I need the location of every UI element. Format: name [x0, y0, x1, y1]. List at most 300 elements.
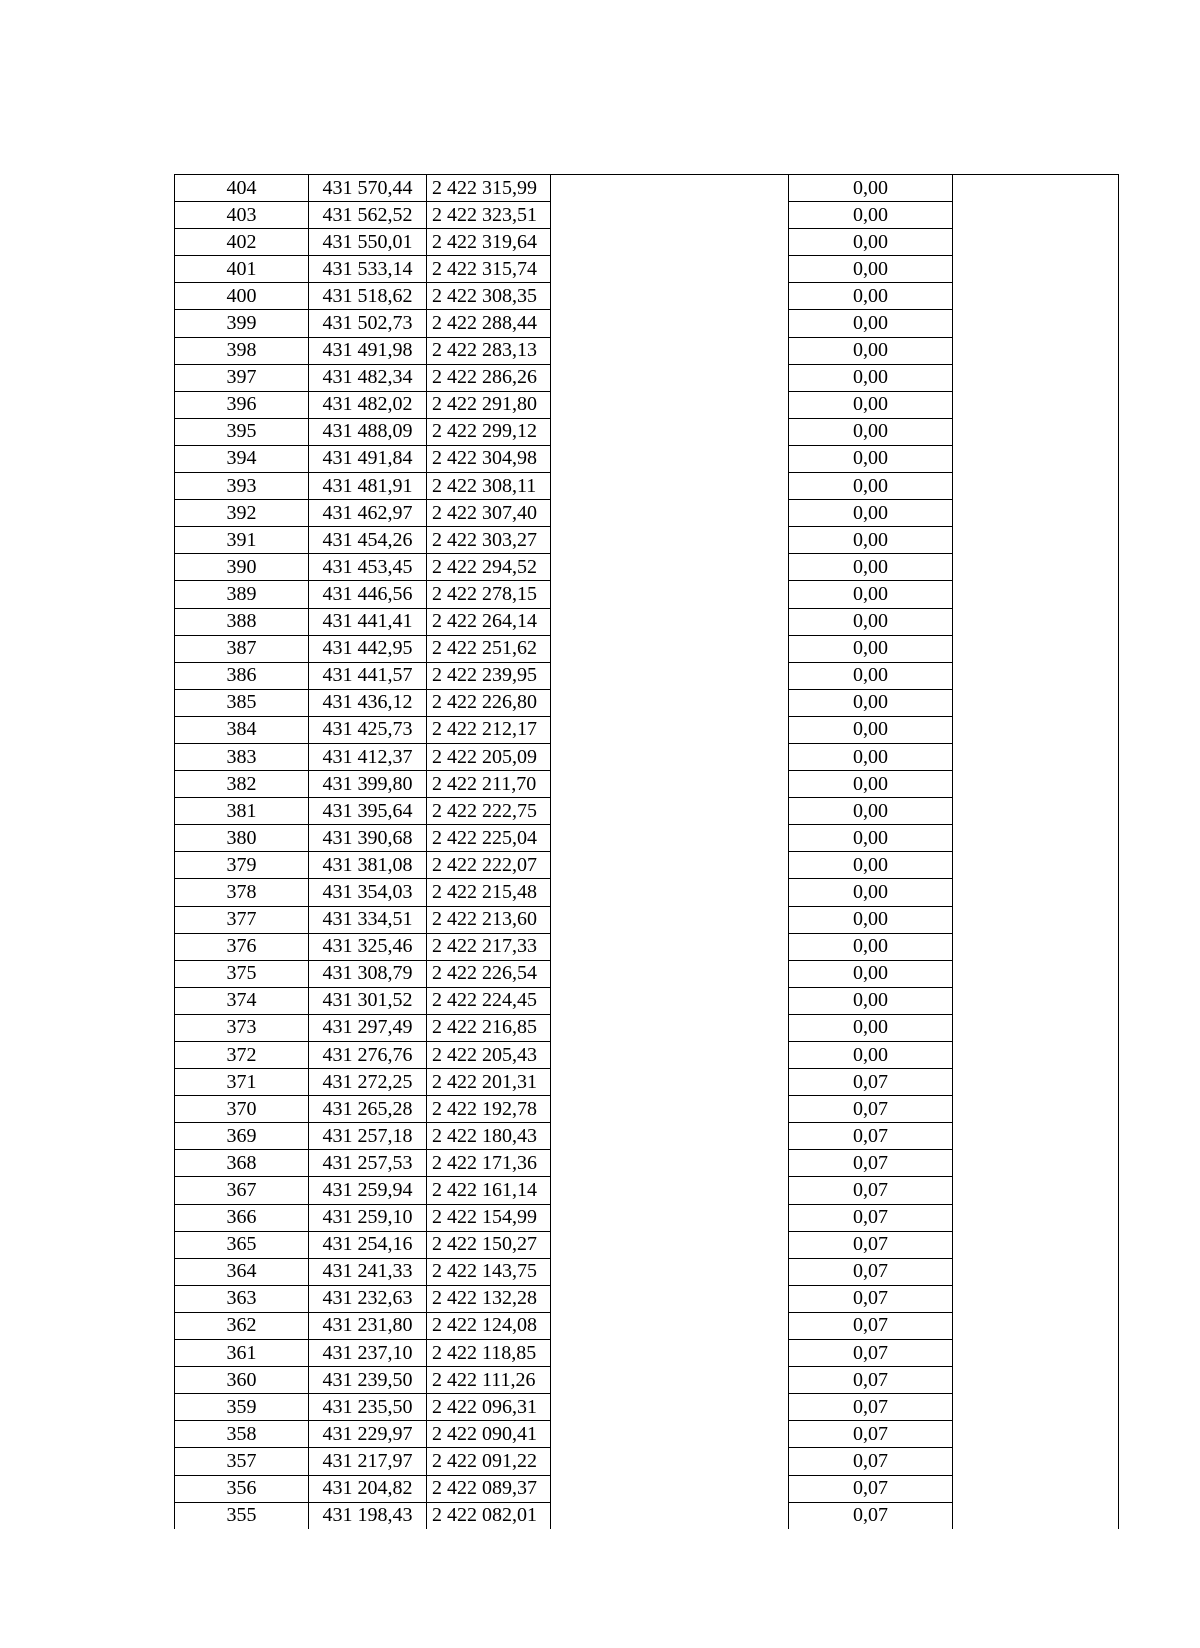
y-coordinate-cell: 2 422 205,09: [427, 743, 551, 770]
empty-cell: [551, 1123, 789, 1150]
point-number-cell: 360: [175, 1367, 309, 1394]
point-number-cell: 402: [175, 229, 309, 256]
empty-cell: [551, 1421, 789, 1448]
x-coordinate-cell: 431 204,82: [309, 1475, 427, 1502]
empty-cell: [953, 391, 1119, 418]
table-row: [175, 1475, 1119, 1502]
point-number-cell: 404: [175, 175, 309, 202]
y-coordinate-cell: 2 422 111,26: [427, 1367, 551, 1394]
value-cell: 0,00: [789, 743, 953, 770]
empty-cell: [551, 175, 789, 202]
coordinates-table-body: [175, 175, 1119, 1529]
x-coordinate-cell: 431 308,79: [309, 960, 427, 987]
point-number-cell: 369: [175, 1123, 309, 1150]
y-coordinate-cell: 2 422 216,85: [427, 1014, 551, 1041]
table-row: [175, 987, 1119, 1014]
value-cell: 0,00: [789, 310, 953, 337]
x-coordinate-cell: 431 482,34: [309, 364, 427, 391]
y-coordinate-cell: 2 422 089,37: [427, 1475, 551, 1502]
point-number-cell: 387: [175, 635, 309, 662]
point-number-cell: 403: [175, 202, 309, 229]
empty-cell: [953, 635, 1119, 662]
empty-cell: [551, 202, 789, 229]
y-coordinate-cell: 2 422 224,45: [427, 987, 551, 1014]
empty-cell: [953, 1340, 1119, 1367]
coordinates-table: [174, 174, 1119, 1529]
empty-cell: [953, 906, 1119, 933]
empty-cell: [551, 1394, 789, 1421]
value-cell: 0,00: [789, 337, 953, 364]
y-coordinate-cell: 2 422 239,95: [427, 662, 551, 689]
empty-cell: [953, 1069, 1119, 1096]
point-number-cell: 376: [175, 933, 309, 960]
empty-cell: [953, 798, 1119, 825]
x-coordinate-cell: 431 491,98: [309, 337, 427, 364]
x-coordinate-cell: 431 297,49: [309, 1014, 427, 1041]
table-row: [175, 1340, 1119, 1367]
table-row: [175, 473, 1119, 500]
empty-cell: [551, 1285, 789, 1312]
table-row: [175, 527, 1119, 554]
empty-cell: [551, 581, 789, 608]
x-coordinate-cell: 431 241,33: [309, 1258, 427, 1285]
value-cell: 0,00: [789, 960, 953, 987]
empty-cell: [953, 337, 1119, 364]
empty-cell: [551, 418, 789, 445]
y-coordinate-cell: 2 422 213,60: [427, 906, 551, 933]
y-coordinate-cell: 2 422 278,15: [427, 581, 551, 608]
empty-cell: [953, 581, 1119, 608]
value-cell: 0,00: [789, 825, 953, 852]
x-coordinate-cell: 431 239,50: [309, 1367, 427, 1394]
empty-cell: [953, 175, 1119, 202]
table-row: [175, 337, 1119, 364]
empty-cell: [953, 1150, 1119, 1177]
empty-cell: [551, 1231, 789, 1258]
point-number-cell: 382: [175, 771, 309, 798]
x-coordinate-cell: 431 257,53: [309, 1150, 427, 1177]
table-row: [175, 798, 1119, 825]
x-coordinate-cell: 431 272,25: [309, 1069, 427, 1096]
empty-cell: [953, 202, 1119, 229]
empty-cell: [551, 527, 789, 554]
x-coordinate-cell: 431 441,41: [309, 608, 427, 635]
point-number-cell: 391: [175, 527, 309, 554]
empty-cell: [953, 1123, 1119, 1150]
empty-cell: [953, 1475, 1119, 1502]
x-coordinate-cell: 431 562,52: [309, 202, 427, 229]
x-coordinate-cell: 431 301,52: [309, 987, 427, 1014]
table-row: [175, 283, 1119, 310]
value-cell: 0,07: [789, 1421, 953, 1448]
x-coordinate-cell: 431 412,37: [309, 743, 427, 770]
empty-cell: [551, 1340, 789, 1367]
x-coordinate-cell: 431 454,26: [309, 527, 427, 554]
table-row: [175, 1177, 1119, 1204]
empty-cell: [551, 852, 789, 879]
point-number-cell: 397: [175, 364, 309, 391]
table-row: [175, 1448, 1119, 1475]
table-row: [175, 391, 1119, 418]
value-cell: 0,00: [789, 635, 953, 662]
table-row: [175, 1394, 1119, 1421]
table-row: [175, 1502, 1119, 1529]
y-coordinate-cell: 2 422 222,75: [427, 798, 551, 825]
value-cell: 0,00: [789, 500, 953, 527]
y-coordinate-cell: 2 422 201,31: [427, 1069, 551, 1096]
point-number-cell: 373: [175, 1014, 309, 1041]
empty-cell: [953, 662, 1119, 689]
x-coordinate-cell: 431 442,95: [309, 635, 427, 662]
value-cell: 0,07: [789, 1285, 953, 1312]
y-coordinate-cell: 2 422 226,80: [427, 689, 551, 716]
value-cell: 0,00: [789, 364, 953, 391]
empty-cell: [551, 879, 789, 906]
value-cell: 0,07: [789, 1258, 953, 1285]
value-cell: 0,07: [789, 1123, 953, 1150]
table-row: [175, 689, 1119, 716]
empty-cell: [551, 906, 789, 933]
empty-cell: [953, 933, 1119, 960]
empty-cell: [551, 364, 789, 391]
empty-cell: [953, 1367, 1119, 1394]
table-row: [175, 1231, 1119, 1258]
point-number-cell: 358: [175, 1421, 309, 1448]
x-coordinate-cell: 431 399,80: [309, 771, 427, 798]
point-number-cell: 371: [175, 1069, 309, 1096]
table-row: [175, 1285, 1119, 1312]
x-coordinate-cell: 431 217,97: [309, 1448, 427, 1475]
empty-cell: [551, 987, 789, 1014]
empty-cell: [551, 743, 789, 770]
table-row: [175, 310, 1119, 337]
point-number-cell: 394: [175, 445, 309, 472]
value-cell: 0,00: [789, 1014, 953, 1041]
empty-cell: [551, 1177, 789, 1204]
empty-cell: [953, 771, 1119, 798]
value-cell: 0,00: [789, 771, 953, 798]
table-row: [175, 1042, 1119, 1069]
value-cell: 0,00: [789, 798, 953, 825]
empty-cell: [551, 608, 789, 635]
x-coordinate-cell: 431 354,03: [309, 879, 427, 906]
empty-cell: [551, 1042, 789, 1069]
point-number-cell: 374: [175, 987, 309, 1014]
point-number-cell: 362: [175, 1312, 309, 1339]
empty-cell: [953, 310, 1119, 337]
x-coordinate-cell: 431 237,10: [309, 1340, 427, 1367]
value-cell: 0,00: [789, 933, 953, 960]
x-coordinate-cell: 431 533,14: [309, 256, 427, 283]
x-coordinate-cell: 431 235,50: [309, 1394, 427, 1421]
empty-cell: [551, 798, 789, 825]
empty-cell: [551, 825, 789, 852]
empty-cell: [953, 852, 1119, 879]
table-row: [175, 1014, 1119, 1041]
table-row: [175, 202, 1119, 229]
y-coordinate-cell: 2 422 124,08: [427, 1312, 551, 1339]
table-row: [175, 825, 1119, 852]
x-coordinate-cell: 431 462,97: [309, 500, 427, 527]
value-cell: 0,00: [789, 987, 953, 1014]
value-cell: 0,00: [789, 716, 953, 743]
empty-cell: [953, 825, 1119, 852]
point-number-cell: 400: [175, 283, 309, 310]
point-number-cell: 398: [175, 337, 309, 364]
y-coordinate-cell: 2 422 283,13: [427, 337, 551, 364]
empty-cell: [551, 283, 789, 310]
x-coordinate-cell: 431 259,94: [309, 1177, 427, 1204]
value-cell: 0,00: [789, 879, 953, 906]
empty-cell: [953, 1231, 1119, 1258]
value-cell: 0,00: [789, 175, 953, 202]
table-row: [175, 1204, 1119, 1231]
point-number-cell: 368: [175, 1150, 309, 1177]
x-coordinate-cell: 431 436,12: [309, 689, 427, 716]
y-coordinate-cell: 2 422 308,11: [427, 473, 551, 500]
empty-cell: [953, 608, 1119, 635]
point-number-cell: 395: [175, 418, 309, 445]
y-coordinate-cell: 2 422 286,26: [427, 364, 551, 391]
x-coordinate-cell: 431 441,57: [309, 662, 427, 689]
empty-cell: [551, 1150, 789, 1177]
empty-cell: [551, 1367, 789, 1394]
table-row: [175, 1150, 1119, 1177]
empty-cell: [953, 1285, 1119, 1312]
point-number-cell: 375: [175, 960, 309, 987]
x-coordinate-cell: 431 232,63: [309, 1285, 427, 1312]
y-coordinate-cell: 2 422 171,36: [427, 1150, 551, 1177]
point-number-cell: 379: [175, 852, 309, 879]
value-cell: 0,00: [789, 229, 953, 256]
y-coordinate-cell: 2 422 288,44: [427, 310, 551, 337]
table-row: [175, 581, 1119, 608]
empty-cell: [551, 1475, 789, 1502]
x-coordinate-cell: 431 481,91: [309, 473, 427, 500]
empty-cell: [551, 500, 789, 527]
empty-cell: [551, 1069, 789, 1096]
value-cell: 0,00: [789, 852, 953, 879]
point-number-cell: 393: [175, 473, 309, 500]
x-coordinate-cell: 431 502,73: [309, 310, 427, 337]
y-coordinate-cell: 2 422 264,14: [427, 608, 551, 635]
x-coordinate-cell: 431 198,43: [309, 1502, 427, 1529]
table-row: [175, 662, 1119, 689]
y-coordinate-cell: 2 422 143,75: [427, 1258, 551, 1285]
empty-cell: [551, 1312, 789, 1339]
point-number-cell: 357: [175, 1448, 309, 1475]
y-coordinate-cell: 2 422 096,31: [427, 1394, 551, 1421]
table-row: [175, 1069, 1119, 1096]
point-number-cell: 372: [175, 1042, 309, 1069]
empty-cell: [953, 500, 1119, 527]
point-number-cell: 384: [175, 716, 309, 743]
empty-cell: [551, 1502, 789, 1529]
value-cell: 0,07: [789, 1502, 953, 1529]
value-cell: 0,00: [789, 202, 953, 229]
y-coordinate-cell: 2 422 215,48: [427, 879, 551, 906]
x-coordinate-cell: 431 259,10: [309, 1204, 427, 1231]
empty-cell: [953, 689, 1119, 716]
empty-cell: [953, 879, 1119, 906]
table-row: [175, 1312, 1119, 1339]
y-coordinate-cell: 2 422 225,04: [427, 825, 551, 852]
y-coordinate-cell: 2 422 226,54: [427, 960, 551, 987]
empty-cell: [953, 743, 1119, 770]
value-cell: 0,00: [789, 445, 953, 472]
table-row: [175, 933, 1119, 960]
value-cell: 0,00: [789, 527, 953, 554]
y-coordinate-cell: 2 422 315,99: [427, 175, 551, 202]
point-number-cell: 381: [175, 798, 309, 825]
y-coordinate-cell: 2 422 299,12: [427, 418, 551, 445]
point-number-cell: 380: [175, 825, 309, 852]
value-cell: 0,07: [789, 1096, 953, 1123]
empty-cell: [551, 1204, 789, 1231]
y-coordinate-cell: 2 422 211,70: [427, 771, 551, 798]
value-cell: 0,07: [789, 1231, 953, 1258]
empty-cell: [953, 1204, 1119, 1231]
x-coordinate-cell: 431 518,62: [309, 283, 427, 310]
value-cell: 0,00: [789, 283, 953, 310]
point-number-cell: 377: [175, 906, 309, 933]
y-coordinate-cell: 2 422 212,17: [427, 716, 551, 743]
value-cell: 0,07: [789, 1448, 953, 1475]
empty-cell: [953, 1096, 1119, 1123]
y-coordinate-cell: 2 422 251,62: [427, 635, 551, 662]
y-coordinate-cell: 2 422 294,52: [427, 554, 551, 581]
y-coordinate-cell: 2 422 154,99: [427, 1204, 551, 1231]
point-number-cell: 383: [175, 743, 309, 770]
y-coordinate-cell: 2 422 082,01: [427, 1502, 551, 1529]
empty-cell: [551, 1096, 789, 1123]
x-coordinate-cell: 431 381,08: [309, 852, 427, 879]
empty-cell: [551, 310, 789, 337]
empty-cell: [551, 689, 789, 716]
value-cell: 0,00: [789, 581, 953, 608]
table-row: [175, 175, 1119, 202]
table-row: [175, 1258, 1119, 1285]
empty-cell: [551, 229, 789, 256]
y-coordinate-cell: 2 422 303,27: [427, 527, 551, 554]
table-row: [175, 364, 1119, 391]
empty-cell: [953, 987, 1119, 1014]
x-coordinate-cell: 431 395,64: [309, 798, 427, 825]
point-number-cell: 386: [175, 662, 309, 689]
table-row: [175, 1421, 1119, 1448]
table-row: [175, 1123, 1119, 1150]
table-row: [175, 554, 1119, 581]
value-cell: 0,07: [789, 1177, 953, 1204]
point-number-cell: 378: [175, 879, 309, 906]
value-cell: 0,07: [789, 1150, 953, 1177]
table-row: [175, 879, 1119, 906]
y-coordinate-cell: 2 422 150,27: [427, 1231, 551, 1258]
x-coordinate-cell: 431 453,45: [309, 554, 427, 581]
value-cell: 0,00: [789, 473, 953, 500]
y-coordinate-cell: 2 422 118,85: [427, 1340, 551, 1367]
empty-cell: [551, 933, 789, 960]
y-coordinate-cell: 2 422 180,43: [427, 1123, 551, 1150]
empty-cell: [551, 635, 789, 662]
y-coordinate-cell: 2 422 091,22: [427, 1448, 551, 1475]
empty-cell: [953, 1042, 1119, 1069]
point-number-cell: 385: [175, 689, 309, 716]
value-cell: 0,07: [789, 1069, 953, 1096]
table-row: [175, 445, 1119, 472]
empty-cell: [551, 391, 789, 418]
table-row: [175, 771, 1119, 798]
empty-cell: [551, 337, 789, 364]
table-row: [175, 418, 1119, 445]
point-number-cell: 401: [175, 256, 309, 283]
y-coordinate-cell: 2 422 291,80: [427, 391, 551, 418]
point-number-cell: 389: [175, 581, 309, 608]
empty-cell: [551, 1258, 789, 1285]
point-number-cell: 366: [175, 1204, 309, 1231]
table-row: [175, 229, 1119, 256]
value-cell: 0,00: [789, 662, 953, 689]
point-number-cell: 399: [175, 310, 309, 337]
x-coordinate-cell: 431 334,51: [309, 906, 427, 933]
value-cell: 0,07: [789, 1394, 953, 1421]
point-number-cell: 370: [175, 1096, 309, 1123]
point-number-cell: 364: [175, 1258, 309, 1285]
x-coordinate-cell: 431 390,68: [309, 825, 427, 852]
x-coordinate-cell: 431 570,44: [309, 175, 427, 202]
table-row: [175, 608, 1119, 635]
x-coordinate-cell: 431 491,84: [309, 445, 427, 472]
empty-cell: [551, 473, 789, 500]
empty-cell: [551, 554, 789, 581]
point-number-cell: 396: [175, 391, 309, 418]
x-coordinate-cell: 431 482,02: [309, 391, 427, 418]
table-row: [175, 743, 1119, 770]
empty-cell: [953, 1177, 1119, 1204]
empty-cell: [953, 527, 1119, 554]
y-coordinate-cell: 2 422 161,14: [427, 1177, 551, 1204]
empty-cell: [953, 716, 1119, 743]
empty-cell: [953, 1448, 1119, 1475]
y-coordinate-cell: 2 422 323,51: [427, 202, 551, 229]
x-coordinate-cell: 431 265,28: [309, 1096, 427, 1123]
empty-cell: [953, 1312, 1119, 1339]
x-coordinate-cell: 431 325,46: [309, 933, 427, 960]
table-row: [175, 960, 1119, 987]
table-row: [175, 500, 1119, 527]
x-coordinate-cell: 431 446,56: [309, 581, 427, 608]
table-row: [175, 906, 1119, 933]
y-coordinate-cell: 2 422 304,98: [427, 445, 551, 472]
point-number-cell: 390: [175, 554, 309, 581]
value-cell: 0,00: [789, 608, 953, 635]
value-cell: 0,00: [789, 554, 953, 581]
empty-cell: [953, 473, 1119, 500]
empty-cell: [551, 1014, 789, 1041]
x-coordinate-cell: 431 425,73: [309, 716, 427, 743]
empty-cell: [953, 1502, 1119, 1529]
value-cell: 0,07: [789, 1475, 953, 1502]
value-cell: 0,07: [789, 1367, 953, 1394]
y-coordinate-cell: 2 422 090,41: [427, 1421, 551, 1448]
y-coordinate-cell: 2 422 205,43: [427, 1042, 551, 1069]
y-coordinate-cell: 2 422 217,33: [427, 933, 551, 960]
y-coordinate-cell: 2 422 192,78: [427, 1096, 551, 1123]
empty-cell: [551, 1448, 789, 1475]
empty-cell: [953, 960, 1119, 987]
x-coordinate-cell: 431 229,97: [309, 1421, 427, 1448]
x-coordinate-cell: 431 257,18: [309, 1123, 427, 1150]
